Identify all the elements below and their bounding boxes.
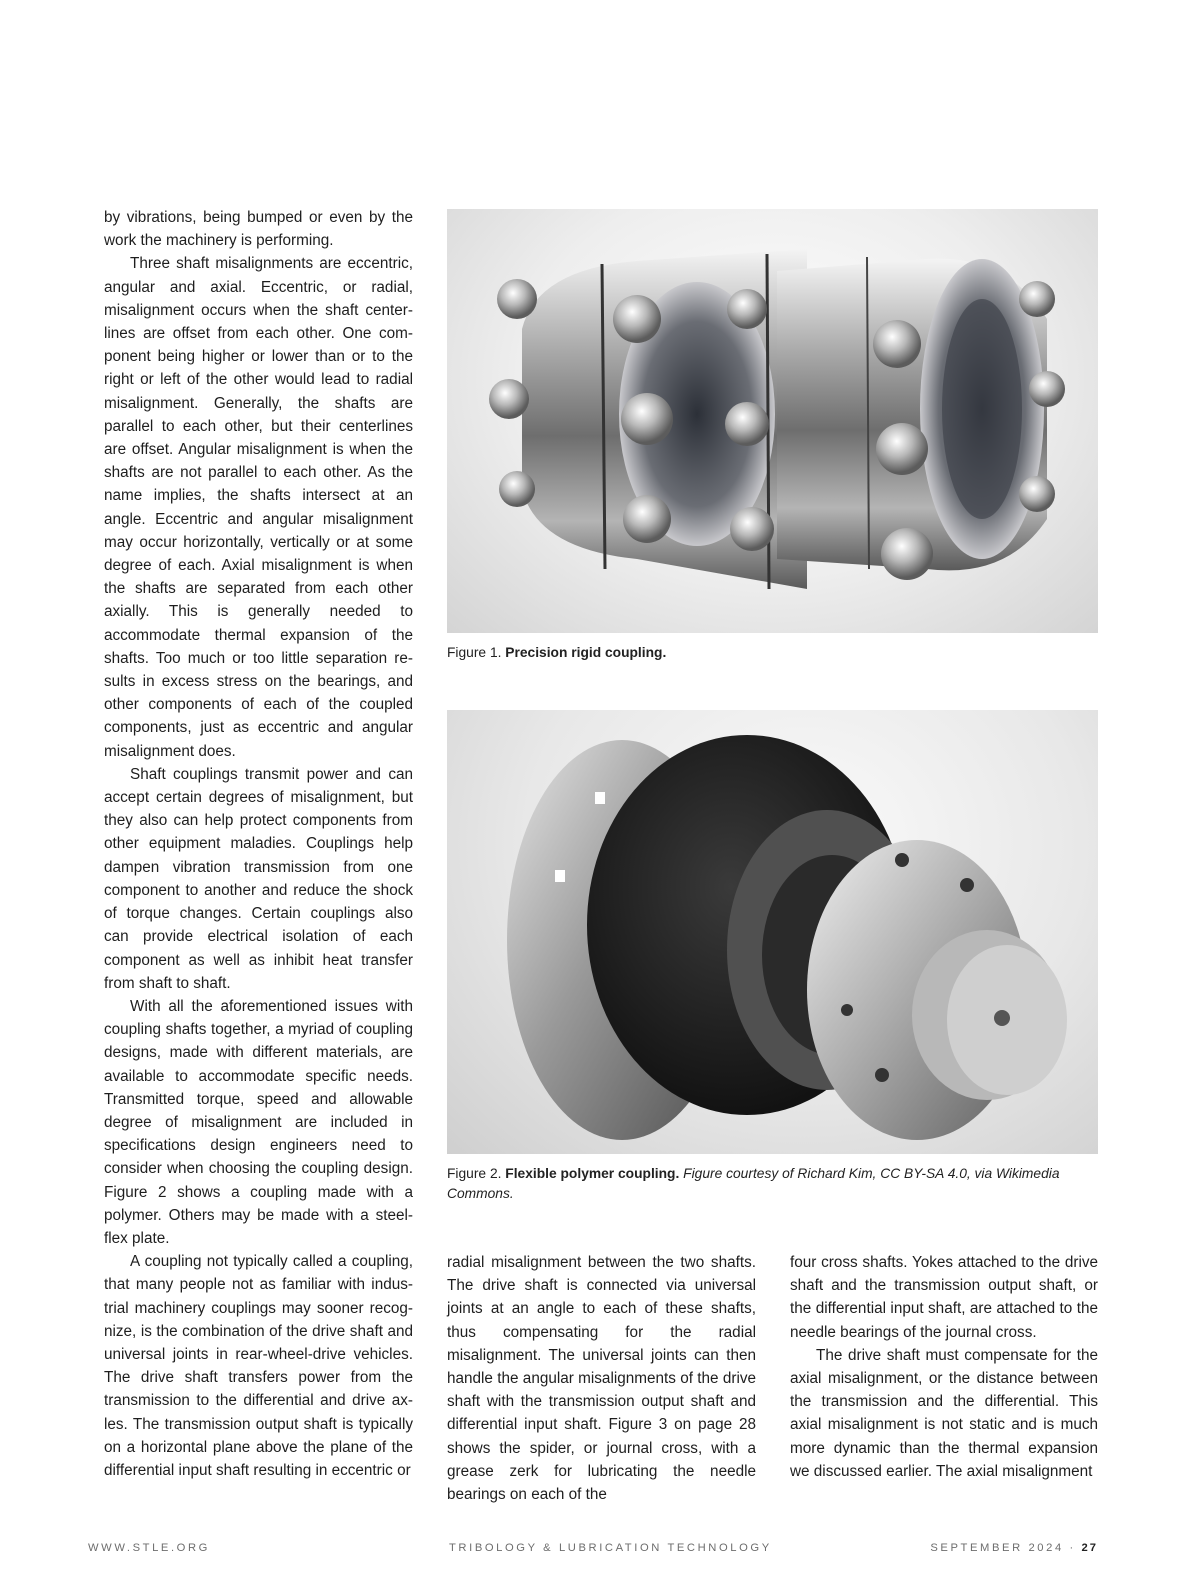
- paragraph: The drive shaft must compensate for the axial misalignment, or the distance between the transmission and the differential. This axial misalignment is not static and is much more dynamic than the thermal expansion we discussed earlier. The axial misalignment: [790, 1346, 1098, 1480]
- paragraph: With all the aforementioned issues with coupling shafts together, a myriad of coupling designs, made with different materials, are available to accommodate specific needs. Transmitted torque, speed and allowable degree of misalignment are included in specifications design engineers need to consider when choosing the coupling design. Figure 2 shows a coupling made with a polymer. Others may be made with a steel-flex plate.: [104, 997, 413, 1247]
- footer-publication: TRIBOLOGY & LUBRICATION TECHNOLOGY: [449, 1542, 772, 1554]
- figure-1-label: Figure 1.: [447, 645, 502, 660]
- paragraph: four cross shafts. Yokes attached to the drive shaft and the transmission output shaft, or the differential input shaft, are attached to the needle bearings of the journal cross.: [790, 1254, 1098, 1341]
- figure-1-image: [447, 209, 1098, 633]
- footer-issue-page: [930, 1542, 1098, 1554]
- paragraph: by vibrations, being bumped or even by the work the machinery is performing.: [104, 209, 413, 250]
- figure-2-caption: [447, 1164, 1098, 1203]
- figure-1-caption: [447, 643, 1098, 663]
- paragraph: A coupling not typically called a coupling, that many people not as familiar with industrial machinery couplings may sooner recognize, is the combination of the drive shaft and universal joints in rear-wheel-drive vehicles. The drive shaft transfers power from the transmission to the differential and drive axles. The transmission output shaft is typically on a horizontal plane above the plane of the differential input shaft resulting in eccentric or: [104, 1253, 413, 1479]
- figure-2-image: [447, 710, 1098, 1154]
- left-text-column: [104, 206, 413, 1482]
- figure-1: [447, 209, 1098, 663]
- figure-2-title: Flexible polymer coupling.: [505, 1166, 680, 1181]
- footer-issue: SEPTEMBER 2024: [930, 1542, 1064, 1554]
- right-text-column: [790, 1251, 1098, 1483]
- figure-1-title: Precision rigid coupling.: [505, 645, 667, 660]
- rigid-coupling-illustration: [447, 209, 1098, 633]
- figure-2-label: Figure 2.: [447, 1166, 502, 1181]
- figure-2: [447, 710, 1098, 1203]
- paragraph: Shaft couplings transmit power and can accept certain degrees of misalignment, but they also can help protect components from other equipment maladies. Couplings help dampen vibration transmission from one component to another and reduce the shock of torque changes. Certain couplings also can provide electrical isolation of each component as well as inhibit heat transfer from shaft to shaft.: [104, 765, 413, 992]
- polymer-coupling-illustration: [447, 710, 1098, 1154]
- figure-2-credit: Figure courtesy of Richard Kim, CC BY-SA 4.0, via Wikimedia Commons.: [447, 1166, 1060, 1201]
- paragraph: Three shaft misalignments are eccentric, angular and axial. Eccentric, or radial, misalignment occurs when the shaft centerlines are offset from each other. One component being higher or lower than or to the right or left of the other would lead to radial misalignment. Generally, the shafts are parallel to each other, but their centerlines are offset. Angular misalignment is when the shafts are not parallel to each other. As the name implies, the shafts intersect at an angle. Eccentric and angular misalignment may occur horizontally, vertically or at some degree of each. Axial misalignment is when the shafts are separated from each other axially. This is generally needed to accommodate thermal expansion of the shafts. Too much or too little separation results in excess stress on the bearings, and other components of each of the coupled components, just as eccentric and angular misalignment does.: [104, 255, 413, 760]
- footer-separator: ·: [1069, 1542, 1076, 1554]
- page-number: 27: [1081, 1542, 1098, 1554]
- footer-website: WWW.STLE.ORG: [88, 1542, 210, 1554]
- middle-text-column: [447, 1251, 756, 1506]
- paragraph: radial misalignment between the two shafts. The drive shaft is connected via universal joints at an angle to each of these shafts, thus compensating for the radial misalignment. The universal joints can then handle the angular misalignments of the drive shaft with the transmission output shaft and differential input shaft. Figure 3 on page 28 shows the spider, or journal cross, with a grease zerk for lubricating the needle bearings on each of the: [447, 1254, 756, 1504]
